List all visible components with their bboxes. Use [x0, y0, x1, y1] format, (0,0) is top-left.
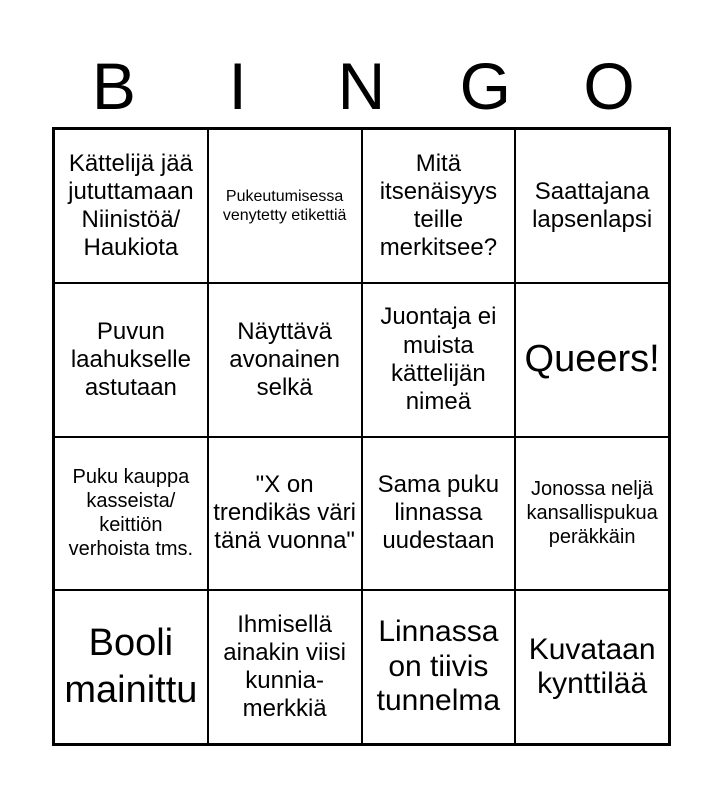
bingo-cell[interactable]: "X on trendikäs väri tänä vuonna"	[208, 437, 362, 591]
header-letter-b: B	[91, 49, 136, 123]
bingo-cell[interactable]: Saattajana lapsenlapsi	[515, 129, 669, 283]
bingo-header	[52, 48, 671, 124]
header-letter-g: G	[459, 49, 511, 123]
header-letter-n: N	[337, 49, 386, 123]
bingo-cell[interactable]: Mitä itsenäisyys teille merkitsee?	[362, 129, 516, 283]
bingo-cell[interactable]: Kuvataan kynttilää	[515, 590, 669, 744]
bingo-grid	[52, 127, 671, 746]
header-letter-i: I	[228, 49, 247, 123]
bingo-cell[interactable]: Sama puku linnassa uudestaan	[362, 437, 516, 591]
bingo-cell[interactable]: Linnassa on tiivis tunnelma	[362, 590, 516, 744]
bingo-cell[interactable]: Queers!	[515, 283, 669, 437]
bingo-cell[interactable]: Ihmisellä ainakin viisi kunnia-merkkiä	[208, 590, 362, 744]
bingo-cell[interactable]: Kättelijä jää jututtamaan Niinistöä/ Haukiota	[54, 129, 208, 283]
bingo-cell[interactable]: Puvun laahukselle astutaan	[54, 283, 208, 437]
bingo-cell[interactable]: Puku kauppa kasseista/ keittiön verhoista tms.	[54, 437, 208, 591]
header-letter-o: O	[583, 49, 635, 123]
bingo-cell[interactable]: Booli mainittu	[54, 590, 208, 744]
bingo-cell[interactable]: Juontaja ei muista kättelijän nimeä	[362, 283, 516, 437]
bingo-cell[interactable]: Näyttävä avonainen selkä	[208, 283, 362, 437]
bingo-cell[interactable]: Pukeutumisessa venytetty etikettiä	[208, 129, 362, 283]
bingo-cell[interactable]: Jonossa neljä kansallispukua peräkkäin	[515, 437, 669, 591]
